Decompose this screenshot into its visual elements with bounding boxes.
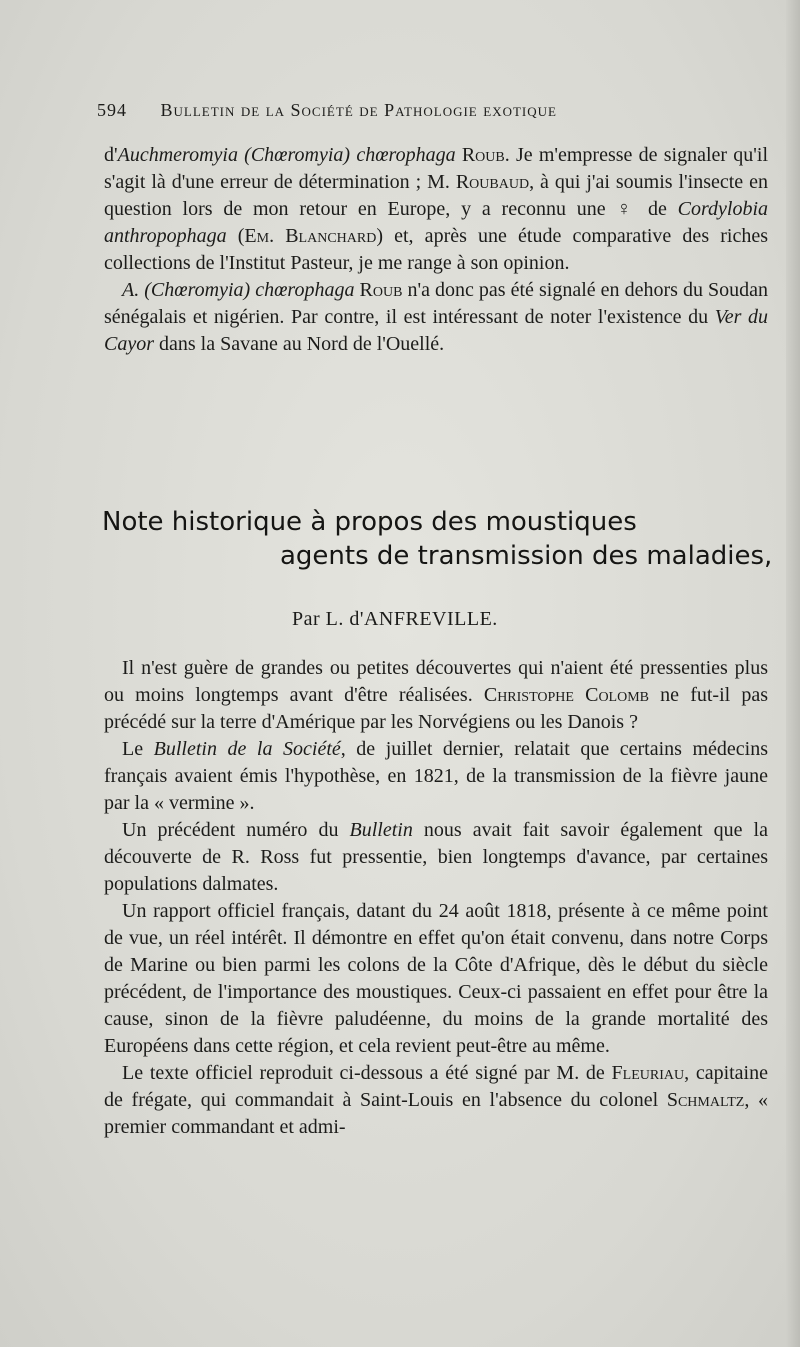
paragraph: Il n'est guère de grandes ou petites découvertes qui n'aient été pressenties plus ou moins longtemps avant d'être réalisées. Christophe Colomb ne fut-il pas précédé sur la terre d'Amérique par les Norvégiens ou les Danois ? <box>104 657 768 733</box>
paragraph: A. (Chœromyia) chœrophaga Roub n'a donc pas été signalé en dehors du Soudan sénégalais et nigérien. Par contre, il est intéressant de noter l'existence du Ver du Cayor dans la Savane au Nord de l'Ouellé. <box>104 279 768 355</box>
article-body <box>104 655 768 1141</box>
article-author: Par L. d'ANFREVILLE. <box>292 608 498 630</box>
paragraph: Le texte officiel reproduit ci-dessous a été signé par M. de Fleuriau, capitaine de frégate, qui commandait à Saint-Louis en l'absence du colonel Schmaltz, « premier commandant et admi- <box>104 1062 769 1138</box>
page-number: 594 <box>97 100 127 120</box>
paragraph: Le Bulletin de la Société, de juillet dernier, relatait que certains médecins français avaient émis l'hypothèse, en 1821, de la transmission de la fièvre jaune par la « vermine ». <box>104 738 769 814</box>
paragraph: Un précédent numéro du Bulletin nous avait fait savoir également que la découverte de R. Ross fut pressentie, bien longtemps d'avance, par certaines populations dalmates. <box>104 819 768 895</box>
running-title: Bulletin de la Société de Pathologie exotique <box>160 100 557 120</box>
page-edge <box>786 0 800 1347</box>
running-header <box>97 100 717 121</box>
paragraph: d'Auchmeromyia (Chœromyia) chœrophaga Roub. Je m'empresse de signaler qu'il s'agit là d'une erreur de détermination ; M. Roubaud, à qui j'ai soumis l'insecte en question lors de mon retour en Europe, y a reconnu une ♀ de Cordylobia anthropophaga (Em. Blanchard) et, après une étude comparative des riches collections de l'Institut Pasteur, je me range à son opinion. <box>104 144 768 274</box>
article-title-line-1: Note historique à propos des moustiques <box>102 507 637 537</box>
article-title-line-2: agents de transmission des maladies, <box>280 541 773 571</box>
previous-article-ending <box>104 142 768 358</box>
paragraph: Un rapport officiel français, datant du 24 août 1818, présente à ce même point de vue, un réel intérêt. Il démontre en effet qu'on était convenu, dans notre Corps de Marine ou bien parmi les colons de la Côte d'Afrique, dès le début du siècle précédent, de l'importance des moustiques. Ceux-ci passaient en effet pour être la cause, sinon de la fièvre paludéenne, du moins de la grande mortalité des Européens dans cette région, et cela revient peut-être au même. <box>104 900 768 1057</box>
